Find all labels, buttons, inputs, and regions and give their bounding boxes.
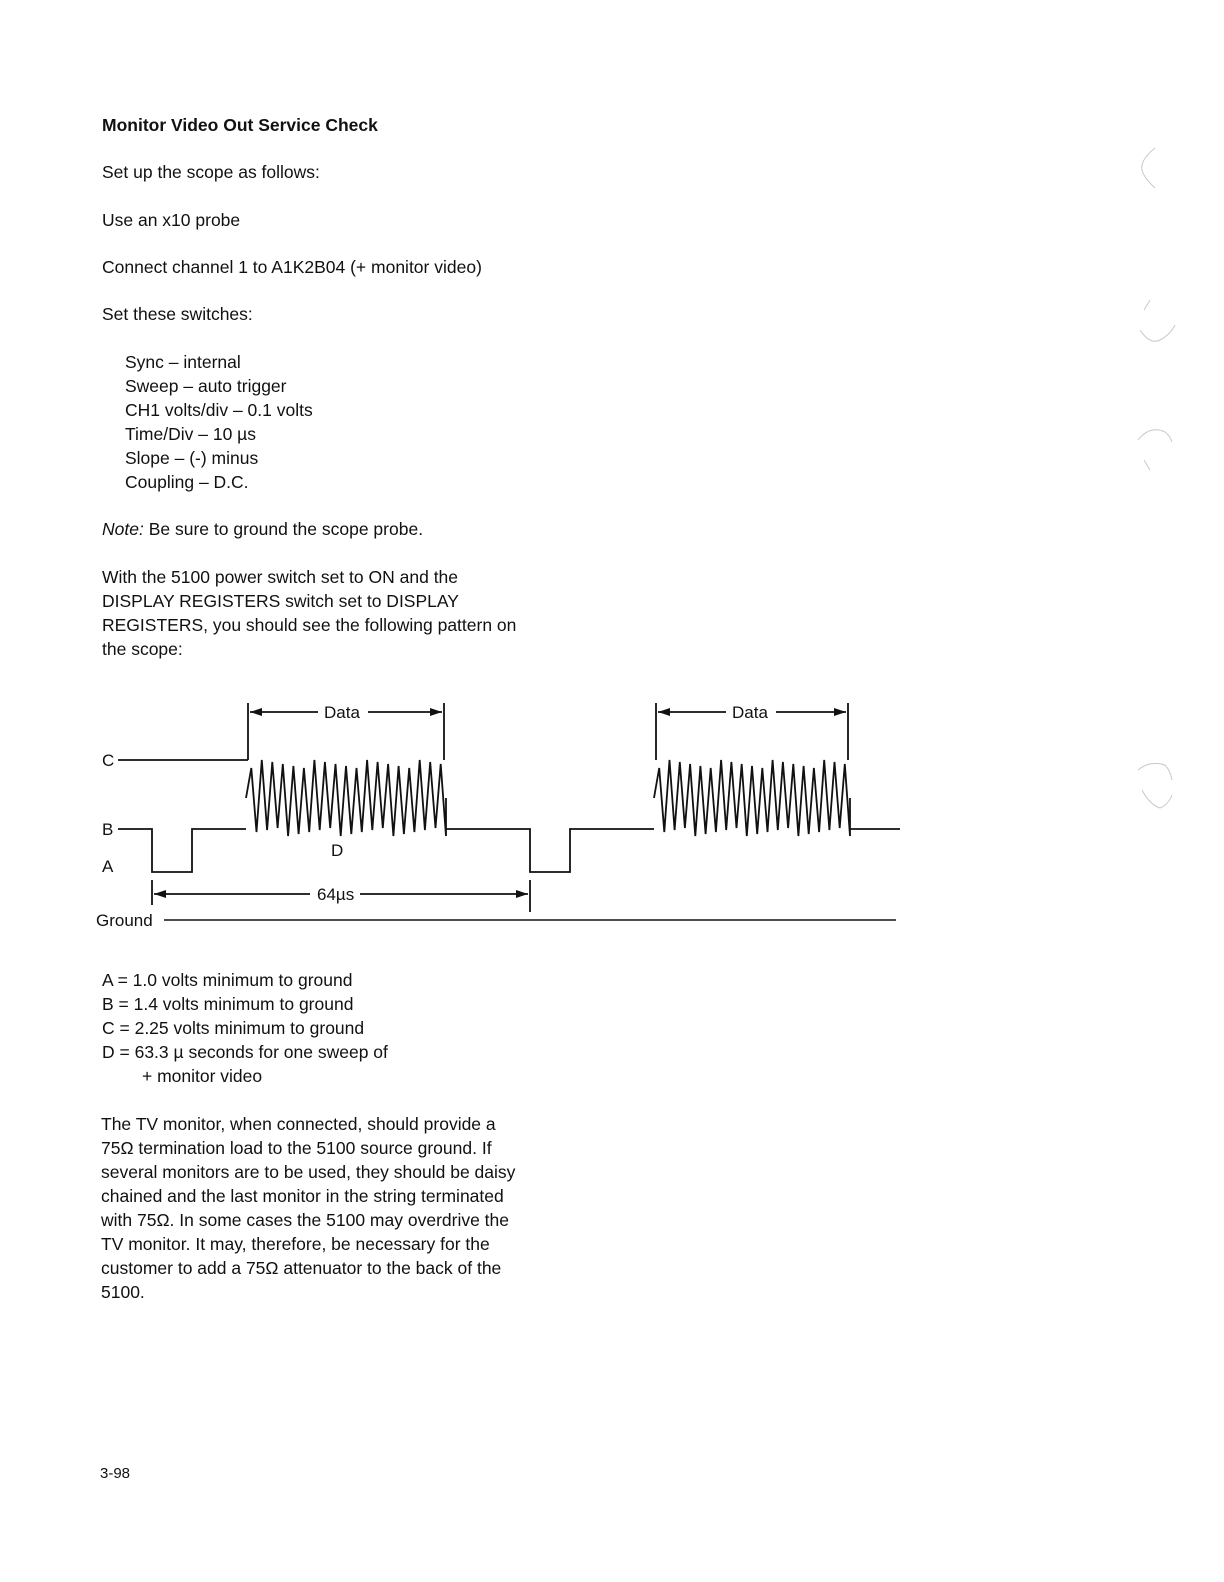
arrow-head [834,708,846,716]
paragraph-line: customer to add a 75Ω attenuator to the back of the [101,1258,502,1278]
paragraph-line: 75Ω termination load to the 5100 source ground. If [101,1138,492,1158]
arrow-head [430,708,442,716]
period-label: 64µs [317,885,355,904]
data-label-2: Data [732,703,768,722]
paragraph-line: The TV monitor, when connected, should provide a [101,1114,496,1134]
switch-item: Slope – (-) minus [125,448,259,468]
switches-intro: Set these switches: [102,304,253,324]
switch-item: Sync – internal [125,352,241,372]
arrow-head [250,708,262,716]
legend-item: C = 2.25 volts minimum to ground [102,1018,365,1038]
switch-item: Time/Div – 10 µs [125,424,256,444]
note [102,517,423,541]
connect-instruction: Connect channel 1 to A1K2B04 (+ monitor video) [102,257,482,277]
probe-instruction: Use an x10 probe [102,210,241,230]
paragraph-line: With the 5100 power switch set to ON and the [102,567,459,587]
level-a-label: A [102,857,114,876]
paragraph-line: chained and the last monitor in the string terminated [101,1186,504,1206]
legend-item: D = 63.3 µ seconds for one sweep of [102,1042,388,1062]
paragraph-line: the scope: [102,639,183,659]
sync-pulse-1 [118,829,246,872]
note-label: Note: [102,519,144,539]
page-number: 3-98 [100,1465,131,1482]
video-burst-1 [246,760,446,836]
level-b-label: B [102,820,114,839]
note-text: Be sure to ground the scope probe. [148,519,424,539]
arrow-head [658,708,670,716]
level-c-label: C [102,751,115,770]
arrow-head [154,890,166,898]
video-burst-2 [654,760,850,836]
paragraph-line: REGISTERS, you should see the following pattern on [102,615,517,635]
paragraph-line: TV monitor. It may, therefore, be necessary for the [101,1234,490,1254]
switch-item: CH1 volts/div – 0.1 volts [125,400,313,420]
switch-item: Coupling – D.C. [125,472,249,492]
data-label-1: Data [324,703,360,722]
setup-intro: Set up the scope as follows: [102,162,320,182]
paragraph-line: 5100. [101,1282,145,1302]
paragraph-line: with 75Ω. In some cases the 5100 may overdrive the [101,1210,510,1230]
label-d: D [331,841,344,860]
scope-waveform-diagram [0,690,1224,940]
legend-item: A = 1.0 volts minimum to ground [102,970,353,990]
sync-pulse-2 [446,829,654,872]
scan-margin-marks [1130,140,1190,840]
paragraph-line: several monitors are to be used, they should be daisy [101,1162,516,1182]
section-heading: Monitor Video Out Service Check [102,115,378,135]
legend-item: + monitor video [142,1066,263,1086]
paragraph-line: DISPLAY REGISTERS switch set to DISPLAY [102,591,459,611]
legend-item: B = 1.4 volts minimum to ground [102,994,354,1014]
ground-label: Ground [96,911,153,930]
arrow-head [516,890,528,898]
switch-item: Sweep – auto trigger [125,376,287,396]
